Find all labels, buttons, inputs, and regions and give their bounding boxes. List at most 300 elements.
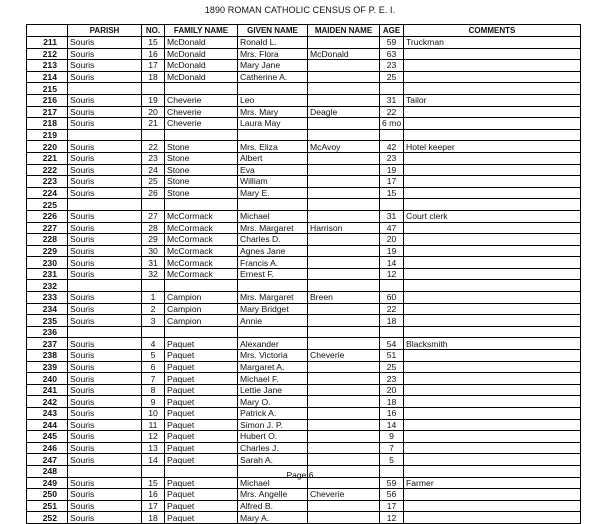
comments-cell: Tailor [404, 94, 581, 106]
row-number: 239 [27, 361, 68, 373]
number-cell: 17 [142, 500, 165, 512]
given-name-cell: Annie [238, 315, 308, 327]
table-row [27, 199, 581, 211]
number-cell: 5 [142, 350, 165, 362]
age-cell: 7 [380, 442, 404, 454]
number-cell: 28 [142, 222, 165, 234]
comments-cell [404, 292, 581, 304]
table-row [27, 408, 581, 420]
parish-cell: Souris [68, 303, 142, 315]
maiden-name-cell [308, 315, 380, 327]
family-name-cell: Cheverie [165, 106, 238, 118]
given-name-cell: Charles D. [238, 234, 308, 246]
given-name-cell: Eva [238, 164, 308, 176]
maiden-name-cell [308, 500, 380, 512]
age-cell: 42 [380, 141, 404, 153]
age-cell: 17 [380, 176, 404, 188]
family-name-cell: Stone [165, 152, 238, 164]
family-name-cell: Paquet [165, 408, 238, 420]
maiden-name-cell [308, 164, 380, 176]
maiden-name-cell: Breen [308, 292, 380, 304]
number-cell: 21 [142, 118, 165, 130]
maiden-name-cell [308, 37, 380, 49]
number-cell: 27 [142, 210, 165, 222]
given-name-cell: Alfred B. [238, 500, 308, 512]
given-name-cell: Charles J. [238, 442, 308, 454]
row-number: 230 [27, 257, 68, 269]
maiden-name-cell [308, 257, 380, 269]
number-cell: 7 [142, 373, 165, 385]
maiden-name-cell [308, 384, 380, 396]
age-cell: 19 [380, 245, 404, 257]
row-number: 240 [27, 373, 68, 385]
parish-cell: Souris [68, 454, 142, 466]
comments-cell [404, 164, 581, 176]
age-cell [380, 199, 404, 211]
header-family-name: FAMILY NAME [165, 25, 238, 37]
family-name-cell: McDonald [165, 37, 238, 49]
comments-cell [404, 384, 581, 396]
given-name-cell [238, 280, 308, 292]
parish-cell: Souris [68, 222, 142, 234]
comments-cell [404, 187, 581, 199]
parish-cell: Souris [68, 431, 142, 443]
family-name-cell: Paquet [165, 442, 238, 454]
comments-cell [404, 280, 581, 292]
parish-cell: Souris [68, 245, 142, 257]
comments-cell [404, 152, 581, 164]
maiden-name-cell [308, 442, 380, 454]
family-name-cell: Paquet [165, 454, 238, 466]
parish-cell: Souris [68, 268, 142, 280]
age-cell: 23 [380, 152, 404, 164]
number-cell: 19 [142, 94, 165, 106]
age-cell [380, 280, 404, 292]
maiden-name-cell: McAvoy [308, 141, 380, 153]
age-cell: 18 [380, 315, 404, 327]
given-name-cell: Sarah A. [238, 454, 308, 466]
table-row [27, 338, 581, 350]
table-row [27, 222, 581, 234]
table-row [27, 141, 581, 153]
given-name-cell: Mary Jane [238, 60, 308, 72]
given-name-cell: Simon J. P. [238, 419, 308, 431]
comments-cell: Blacksmith [404, 338, 581, 350]
table-row [27, 245, 581, 257]
number-cell: 15 [142, 37, 165, 49]
age-cell: 6 mo [380, 118, 404, 130]
parish-cell: Souris [68, 373, 142, 385]
family-name-cell: McCormack [165, 245, 238, 257]
number-cell [142, 129, 165, 141]
family-name-cell: Stone [165, 141, 238, 153]
age-cell: 15 [380, 187, 404, 199]
comments-cell: Farmer [404, 477, 581, 489]
row-number: 221 [27, 152, 68, 164]
table-row [27, 315, 581, 327]
comments-cell [404, 83, 581, 95]
header-parish: PARISH [68, 25, 142, 37]
family-name-cell: Paquet [165, 500, 238, 512]
comments-cell [404, 315, 581, 327]
parish-cell: Souris [68, 48, 142, 60]
comments-cell [404, 454, 581, 466]
table-row [27, 454, 581, 466]
age-cell: 19 [380, 164, 404, 176]
maiden-name-cell [308, 60, 380, 72]
row-number: 252 [27, 512, 68, 524]
parish-cell [68, 326, 142, 338]
parish-cell: Souris [68, 361, 142, 373]
parish-cell: Souris [68, 442, 142, 454]
maiden-name-cell [308, 245, 380, 257]
maiden-name-cell [308, 454, 380, 466]
maiden-name-cell [308, 94, 380, 106]
comments-cell [404, 419, 581, 431]
given-name-cell: Mrs. Margaret [238, 292, 308, 304]
number-cell: 4 [142, 338, 165, 350]
table-row [27, 60, 581, 72]
parish-cell [68, 129, 142, 141]
family-name-cell: McCormack [165, 210, 238, 222]
maiden-name-cell [308, 152, 380, 164]
row-number: 220 [27, 141, 68, 153]
number-cell: 18 [142, 71, 165, 83]
header-comments: COMMENTS [404, 25, 581, 37]
comments-cell [404, 234, 581, 246]
row-number: 234 [27, 303, 68, 315]
comments-cell [404, 350, 581, 362]
given-name-cell: Catherine A. [238, 71, 308, 83]
header-maiden-name: MAIDEN NAME [308, 25, 380, 37]
row-number: 247 [27, 454, 68, 466]
parish-cell: Souris [68, 408, 142, 420]
parish-cell: Souris [68, 350, 142, 362]
row-number: 213 [27, 60, 68, 72]
table-row [27, 512, 581, 524]
age-cell: 18 [380, 396, 404, 408]
given-name-cell: Hubert O. [238, 431, 308, 443]
header-no: NO. [142, 25, 165, 37]
parish-cell: Souris [68, 210, 142, 222]
given-name-cell: Patrick A. [238, 408, 308, 420]
given-name-cell: Mrs. Victoria [238, 350, 308, 362]
comments-cell [404, 431, 581, 443]
age-cell: 17 [380, 500, 404, 512]
row-number: 223 [27, 176, 68, 188]
age-cell: 31 [380, 210, 404, 222]
maiden-name-cell [308, 338, 380, 350]
row-number: 237 [27, 338, 68, 350]
comments-cell [404, 442, 581, 454]
maiden-name-cell [308, 431, 380, 443]
row-number: 242 [27, 396, 68, 408]
row-number: 241 [27, 384, 68, 396]
age-cell: 60 [380, 292, 404, 304]
age-cell: 12 [380, 268, 404, 280]
parish-cell: Souris [68, 489, 142, 501]
number-cell: 25 [142, 176, 165, 188]
number-cell: 13 [142, 442, 165, 454]
given-name-cell: Mrs. Flora [238, 48, 308, 60]
family-name-cell [165, 83, 238, 95]
comments-cell [404, 257, 581, 269]
number-cell: 9 [142, 396, 165, 408]
maiden-name-cell: McDonald [308, 48, 380, 60]
number-cell: 8 [142, 384, 165, 396]
maiden-name-cell [308, 512, 380, 524]
maiden-name-cell: Deagle [308, 106, 380, 118]
parish-cell: Souris [68, 512, 142, 524]
maiden-name-cell [308, 303, 380, 315]
age-cell: 22 [380, 303, 404, 315]
row-number: 224 [27, 187, 68, 199]
number-cell: 1 [142, 292, 165, 304]
table-row [27, 187, 581, 199]
table-row [27, 176, 581, 188]
given-name-cell: Laura May [238, 118, 308, 130]
table-row [27, 361, 581, 373]
number-cell: 12 [142, 431, 165, 443]
comments-cell [404, 48, 581, 60]
table-row [27, 83, 581, 95]
age-cell: 25 [380, 71, 404, 83]
parish-cell: Souris [68, 419, 142, 431]
maiden-name-cell [308, 408, 380, 420]
parish-cell: Souris [68, 500, 142, 512]
given-name-cell: Mrs. Eliza [238, 141, 308, 153]
comments-cell [404, 245, 581, 257]
family-name-cell: Paquet [165, 361, 238, 373]
number-cell: 17 [142, 60, 165, 72]
comments-cell [404, 361, 581, 373]
maiden-name-cell [308, 234, 380, 246]
row-number: 228 [27, 234, 68, 246]
maiden-name-cell [308, 210, 380, 222]
row-number: 244 [27, 419, 68, 431]
parish-cell: Souris [68, 292, 142, 304]
comments-cell: Court clerk [404, 210, 581, 222]
parish-cell: Souris [68, 152, 142, 164]
family-name-cell: Campion [165, 292, 238, 304]
number-cell: 16 [142, 48, 165, 60]
comments-cell [404, 500, 581, 512]
table-row [27, 48, 581, 60]
family-name-cell: Paquet [165, 338, 238, 350]
parish-cell: Souris [68, 60, 142, 72]
given-name-cell: Mrs. Angelle [238, 489, 308, 501]
row-number: 222 [27, 164, 68, 176]
age-cell: 47 [380, 222, 404, 234]
parish-cell: Souris [68, 37, 142, 49]
table-row [27, 292, 581, 304]
number-cell: 24 [142, 164, 165, 176]
table-row [27, 384, 581, 396]
number-cell [142, 83, 165, 95]
number-cell: 11 [142, 419, 165, 431]
comments-cell [404, 489, 581, 501]
family-name-cell: Stone [165, 164, 238, 176]
family-name-cell: Paquet [165, 489, 238, 501]
family-name-cell: McDonald [165, 48, 238, 60]
family-name-cell: Paquet [165, 396, 238, 408]
parish-cell: Souris [68, 176, 142, 188]
family-name-cell: Paquet [165, 419, 238, 431]
parish-cell: Souris [68, 384, 142, 396]
family-name-cell [165, 280, 238, 292]
comments-cell: Truckman [404, 37, 581, 49]
maiden-name-cell [308, 419, 380, 431]
comments-cell [404, 129, 581, 141]
parish-cell: Souris [68, 477, 142, 489]
parish-cell: Souris [68, 257, 142, 269]
table-row [27, 280, 581, 292]
comments-cell [404, 303, 581, 315]
maiden-name-cell [308, 199, 380, 211]
age-cell: 22 [380, 106, 404, 118]
family-name-cell: Paquet [165, 477, 238, 489]
row-number: 249 [27, 477, 68, 489]
table-row [27, 118, 581, 130]
given-name-cell: Alexander [238, 338, 308, 350]
parish-cell: Souris [68, 315, 142, 327]
row-number: 214 [27, 71, 68, 83]
parish-cell: Souris [68, 141, 142, 153]
table-row [27, 500, 581, 512]
family-name-cell: Paquet [165, 512, 238, 524]
age-cell: 14 [380, 419, 404, 431]
maiden-name-cell [308, 83, 380, 95]
number-cell: 32 [142, 268, 165, 280]
given-name-cell: Ronald L. [238, 37, 308, 49]
table-row [27, 396, 581, 408]
age-cell: 59 [380, 37, 404, 49]
age-cell [380, 83, 404, 95]
header-given-name: GIVEN NAME [238, 25, 308, 37]
number-cell: 23 [142, 152, 165, 164]
age-cell: 14 [380, 257, 404, 269]
parish-cell: Souris [68, 338, 142, 350]
maiden-name-cell [308, 326, 380, 338]
given-name-cell: Leo [238, 94, 308, 106]
age-cell: 9 [380, 431, 404, 443]
parish-cell [68, 280, 142, 292]
age-cell: 16 [380, 408, 404, 420]
family-name-cell: Paquet [165, 373, 238, 385]
row-number: 225 [27, 199, 68, 211]
comments-cell [404, 118, 581, 130]
comments-cell [404, 222, 581, 234]
comments-cell [404, 396, 581, 408]
row-number: 251 [27, 500, 68, 512]
parish-cell: Souris [68, 396, 142, 408]
comments-cell [404, 326, 581, 338]
given-name-cell: Mary E. [238, 187, 308, 199]
row-number: 243 [27, 408, 68, 420]
maiden-name-cell: Harrison [308, 222, 380, 234]
maiden-name-cell: Cheverie [308, 489, 380, 501]
family-name-cell: Cheverie [165, 118, 238, 130]
number-cell: 18 [142, 512, 165, 524]
parish-cell: Souris [68, 106, 142, 118]
maiden-name-cell [308, 361, 380, 373]
given-name-cell: Margaret A. [238, 361, 308, 373]
comments-cell [404, 408, 581, 420]
comments-cell [404, 71, 581, 83]
comments-cell [404, 512, 581, 524]
maiden-name-cell: Cheverie [308, 350, 380, 362]
comments-cell [404, 268, 581, 280]
age-cell: 56 [380, 489, 404, 501]
row-number: 232 [27, 280, 68, 292]
row-number: 229 [27, 245, 68, 257]
header-row [27, 25, 581, 37]
comments-cell: Hotel keeper [404, 141, 581, 153]
number-cell: 14 [142, 454, 165, 466]
parish-cell: Souris [68, 234, 142, 246]
given-name-cell [238, 83, 308, 95]
maiden-name-cell [308, 71, 380, 83]
row-number: 216 [27, 94, 68, 106]
row-number: 211 [27, 37, 68, 49]
family-name-cell: Paquet [165, 350, 238, 362]
row-number: 238 [27, 350, 68, 362]
census-table [26, 24, 581, 524]
family-name-cell: McDonald [165, 60, 238, 72]
row-number: 231 [27, 268, 68, 280]
given-name-cell: William [238, 176, 308, 188]
given-name-cell: Francis A. [238, 257, 308, 269]
given-name-cell: Mrs. Mary [238, 106, 308, 118]
family-name-cell [165, 129, 238, 141]
age-cell: 54 [380, 338, 404, 350]
maiden-name-cell [308, 176, 380, 188]
table-row [27, 257, 581, 269]
table-row [27, 234, 581, 246]
given-name-cell: Mrs. Margaret [238, 222, 308, 234]
number-cell: 10 [142, 408, 165, 420]
age-cell: 20 [380, 384, 404, 396]
family-name-cell: McCormack [165, 268, 238, 280]
table-row [27, 373, 581, 385]
family-name-cell [165, 199, 238, 211]
age-cell: 5 [380, 454, 404, 466]
table-row [27, 350, 581, 362]
age-cell [380, 129, 404, 141]
header-rownum [27, 25, 68, 37]
table-row [27, 37, 581, 49]
maiden-name-cell [308, 187, 380, 199]
given-name-cell: Mary O. [238, 396, 308, 408]
table-row [27, 164, 581, 176]
number-cell: 26 [142, 187, 165, 199]
given-name-cell: Michael F. [238, 373, 308, 385]
number-cell: 31 [142, 257, 165, 269]
parish-cell: Souris [68, 118, 142, 130]
given-name-cell: Agnes Jane [238, 245, 308, 257]
header-age: AGE [380, 25, 404, 37]
family-name-cell: Stone [165, 176, 238, 188]
table-row [27, 268, 581, 280]
family-name-cell: McDonald [165, 71, 238, 83]
family-name-cell: McCormack [165, 222, 238, 234]
number-cell [142, 199, 165, 211]
age-cell: 23 [380, 373, 404, 385]
family-name-cell: McCormack [165, 234, 238, 246]
row-number: 233 [27, 292, 68, 304]
family-name-cell: Stone [165, 187, 238, 199]
table-row [27, 106, 581, 118]
